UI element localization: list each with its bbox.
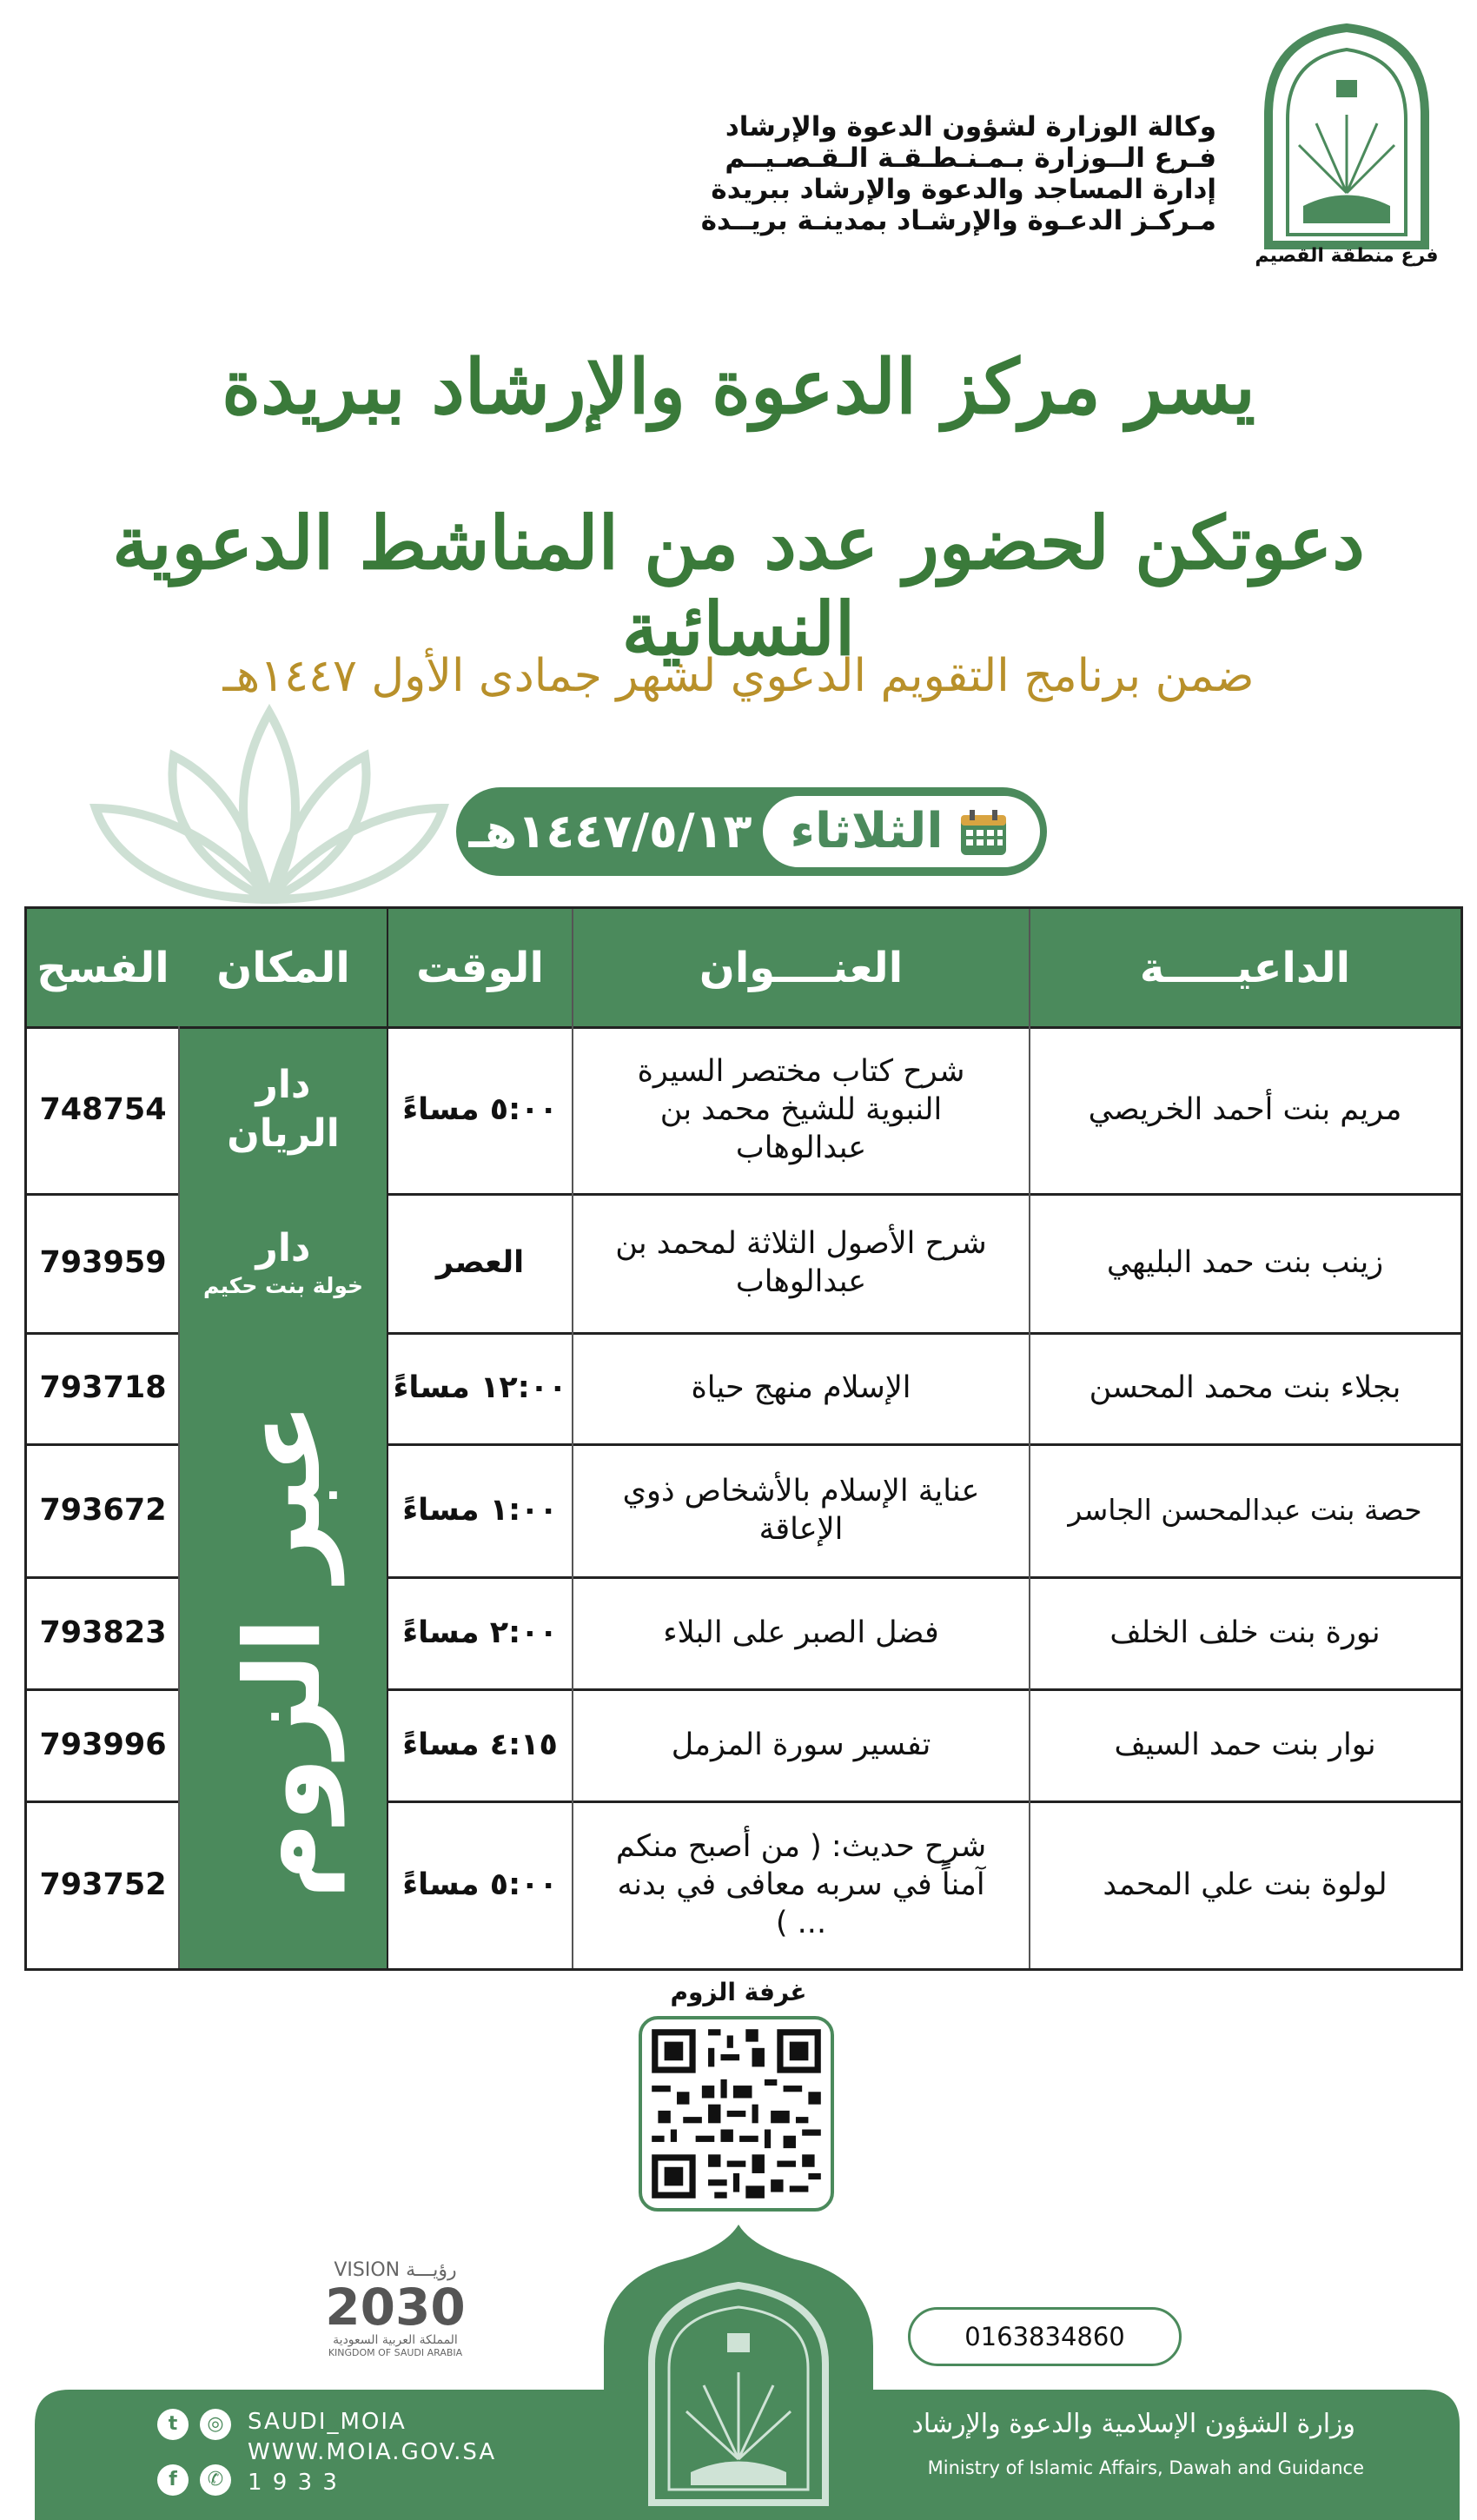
table-cell-time: ١:٠٠ مساءً (402, 1492, 558, 1528)
qr-code (642, 2019, 831, 2208)
header-block (678, 111, 1216, 236)
lotus-ornament (78, 695, 460, 904)
phone-number[interactable]: 0163834860 (908, 2307, 1182, 2366)
place-1-line-2: الريان (227, 1111, 340, 1156)
table-cell-preacher: زينب بنت حمد البليهي (1106, 1245, 1384, 1280)
table-cell-time: ٤:١٥ مساءً (402, 1727, 558, 1762)
header-room: الفسح (27, 909, 179, 1026)
table-cell-title: الإسلام منهج حياة (691, 1370, 911, 1405)
instagram-icon[interactable]: ◎ (200, 2409, 231, 2440)
table-cell-title: شرح حديث: ( من أصبح منكم آمناً في سربه معافى في بدنه ... ) (615, 1828, 987, 1940)
qr-code-frame[interactable] (639, 2016, 834, 2212)
table-cell-preacher: لولوة بنت علي المحمد (1103, 1867, 1388, 1902)
vision-country-ar: المملكة العربية السعودية (333, 2333, 458, 2347)
table-cell-room: 793823 (39, 1615, 167, 1650)
ministry-logo (1251, 19, 1442, 271)
schedule-table (24, 906, 1463, 1971)
table-cell-time: العصر (435, 1245, 525, 1280)
day-label: الثلاثاء (790, 803, 944, 859)
table-cell-title: شرح كتاب مختصر السيرة النبوية للشيخ محمد بن عبدالوهاب (637, 1054, 965, 1165)
table-cell-preacher: حصة بنت عبدالمحسن الجاسر (1068, 1492, 1422, 1527)
footer-logo-arch (604, 2225, 873, 2520)
table-cell-time: ١٢:٠٠ مساءً (393, 1370, 567, 1405)
table-cell-title: شرح الأصول الثلاثة لمحمد بن عبدالوهاب (615, 1226, 987, 1299)
website-link[interactable]: WWW.MOIA.GOV.SA (248, 2439, 497, 2465)
place-2-line-2: خولة بنت حكيم (202, 1273, 364, 1298)
founding-year: 1 9 3 3 (248, 2470, 339, 2496)
vision-country-en: KINGDOM OF SAUDI ARABIA (328, 2347, 463, 2358)
ministry-name-en: Ministry of Islamic Affairs, Dawah and Guidance (927, 2457, 1364, 2478)
header-place: المكان (179, 909, 387, 1026)
header-line-4: مـركـز الدعـوة والإرشـاد بمدينـة بريــدة (700, 205, 1216, 236)
facebook-icon[interactable]: f (157, 2464, 189, 2496)
table-cell-room: 793959 (39, 1245, 167, 1280)
logo-caption: فرع منطقة القصيم (1255, 245, 1439, 267)
calendar-icon (957, 806, 1010, 859)
social-handle[interactable]: SAUDI_MOIA (248, 2409, 407, 2435)
header-line-1: وكالة الوزارة لشؤون الدعوة والإرشاد (725, 111, 1216, 143)
table-cell-time: ٢:٠٠ مساءً (402, 1615, 558, 1650)
zoom-room-label: غرفة الزوم (670, 1978, 807, 2006)
main-title: يسر مركز الدعوة والإرشاد ببريدة (222, 343, 1255, 431)
hijri-date: ١٤٤٧/٥/١٣هـ (468, 804, 752, 859)
table-cell-preacher: بجلاء بنت محمد المحسن (1089, 1370, 1401, 1405)
twitter-icon[interactable]: t (157, 2409, 189, 2440)
table-cell-preacher: نوار بنت حمد السيف (1114, 1727, 1376, 1762)
table-cell-preacher: نورة بنت خلف الخلف (1109, 1615, 1381, 1650)
vision-number: 2030 (325, 2278, 466, 2337)
place-cell-2 (179, 1193, 387, 1332)
place-2-line-1: دار (255, 1226, 311, 1270)
place-cell-3 (179, 1332, 387, 1968)
table-cell-room: 793718 (39, 1370, 167, 1405)
sub-title: دعوتكن لحضور عدد من المناشط الدعوية النسائية (112, 500, 1365, 672)
header-time: الوقت (387, 909, 573, 1026)
table-cell-title: فضل الصبر على البلاء (663, 1615, 939, 1650)
header-line-2: فـرع الــوزارة بـمـنـطـقـة الـقـصـيــم (725, 143, 1216, 174)
table-cell-time: ٥:٠٠ مساءً (402, 1867, 558, 1902)
table-cell-room: 748754 (39, 1092, 167, 1127)
vision-title: VISION رؤيـــة (334, 2259, 457, 2281)
header-preacher: الداعيـــــة (1030, 909, 1460, 1026)
header-title: العنــــوان (573, 909, 1030, 1026)
vision-2030-logo (308, 2259, 482, 2372)
table-cell-time: ٥:٠٠ مساءً (402, 1092, 558, 1127)
table-cell-preacher: مريم بنت أحمد الخريصي (1088, 1092, 1402, 1127)
phone-icon[interactable]: ✆ (200, 2464, 231, 2496)
place-cell-1 (179, 1026, 387, 1193)
table-cell-room: 793672 (39, 1492, 167, 1528)
table-cell-title: عناية الإسلام بالأشخاص ذوي الإعاقة (622, 1473, 980, 1547)
table-cell-title: تفسير سورة المزمل (671, 1727, 931, 1762)
table-cell-room: 793996 (39, 1727, 167, 1762)
header-line-3: إدارة المساجد والدعوة والإرشاد ببريدة (711, 174, 1216, 205)
ministry-name-ar: وزارة الشؤون الإسلامية والدعوة والإرشاد (911, 2409, 1355, 2439)
program-title: ضمن برنامج التقويم الدعوي لشهر جمادى الأول ١٤٤٧هـ (222, 650, 1255, 702)
place-1-line-1: دار (255, 1063, 311, 1107)
table-cell-room: 793752 (39, 1867, 167, 1902)
place-3-label: عبر الزوم (222, 1402, 344, 1899)
